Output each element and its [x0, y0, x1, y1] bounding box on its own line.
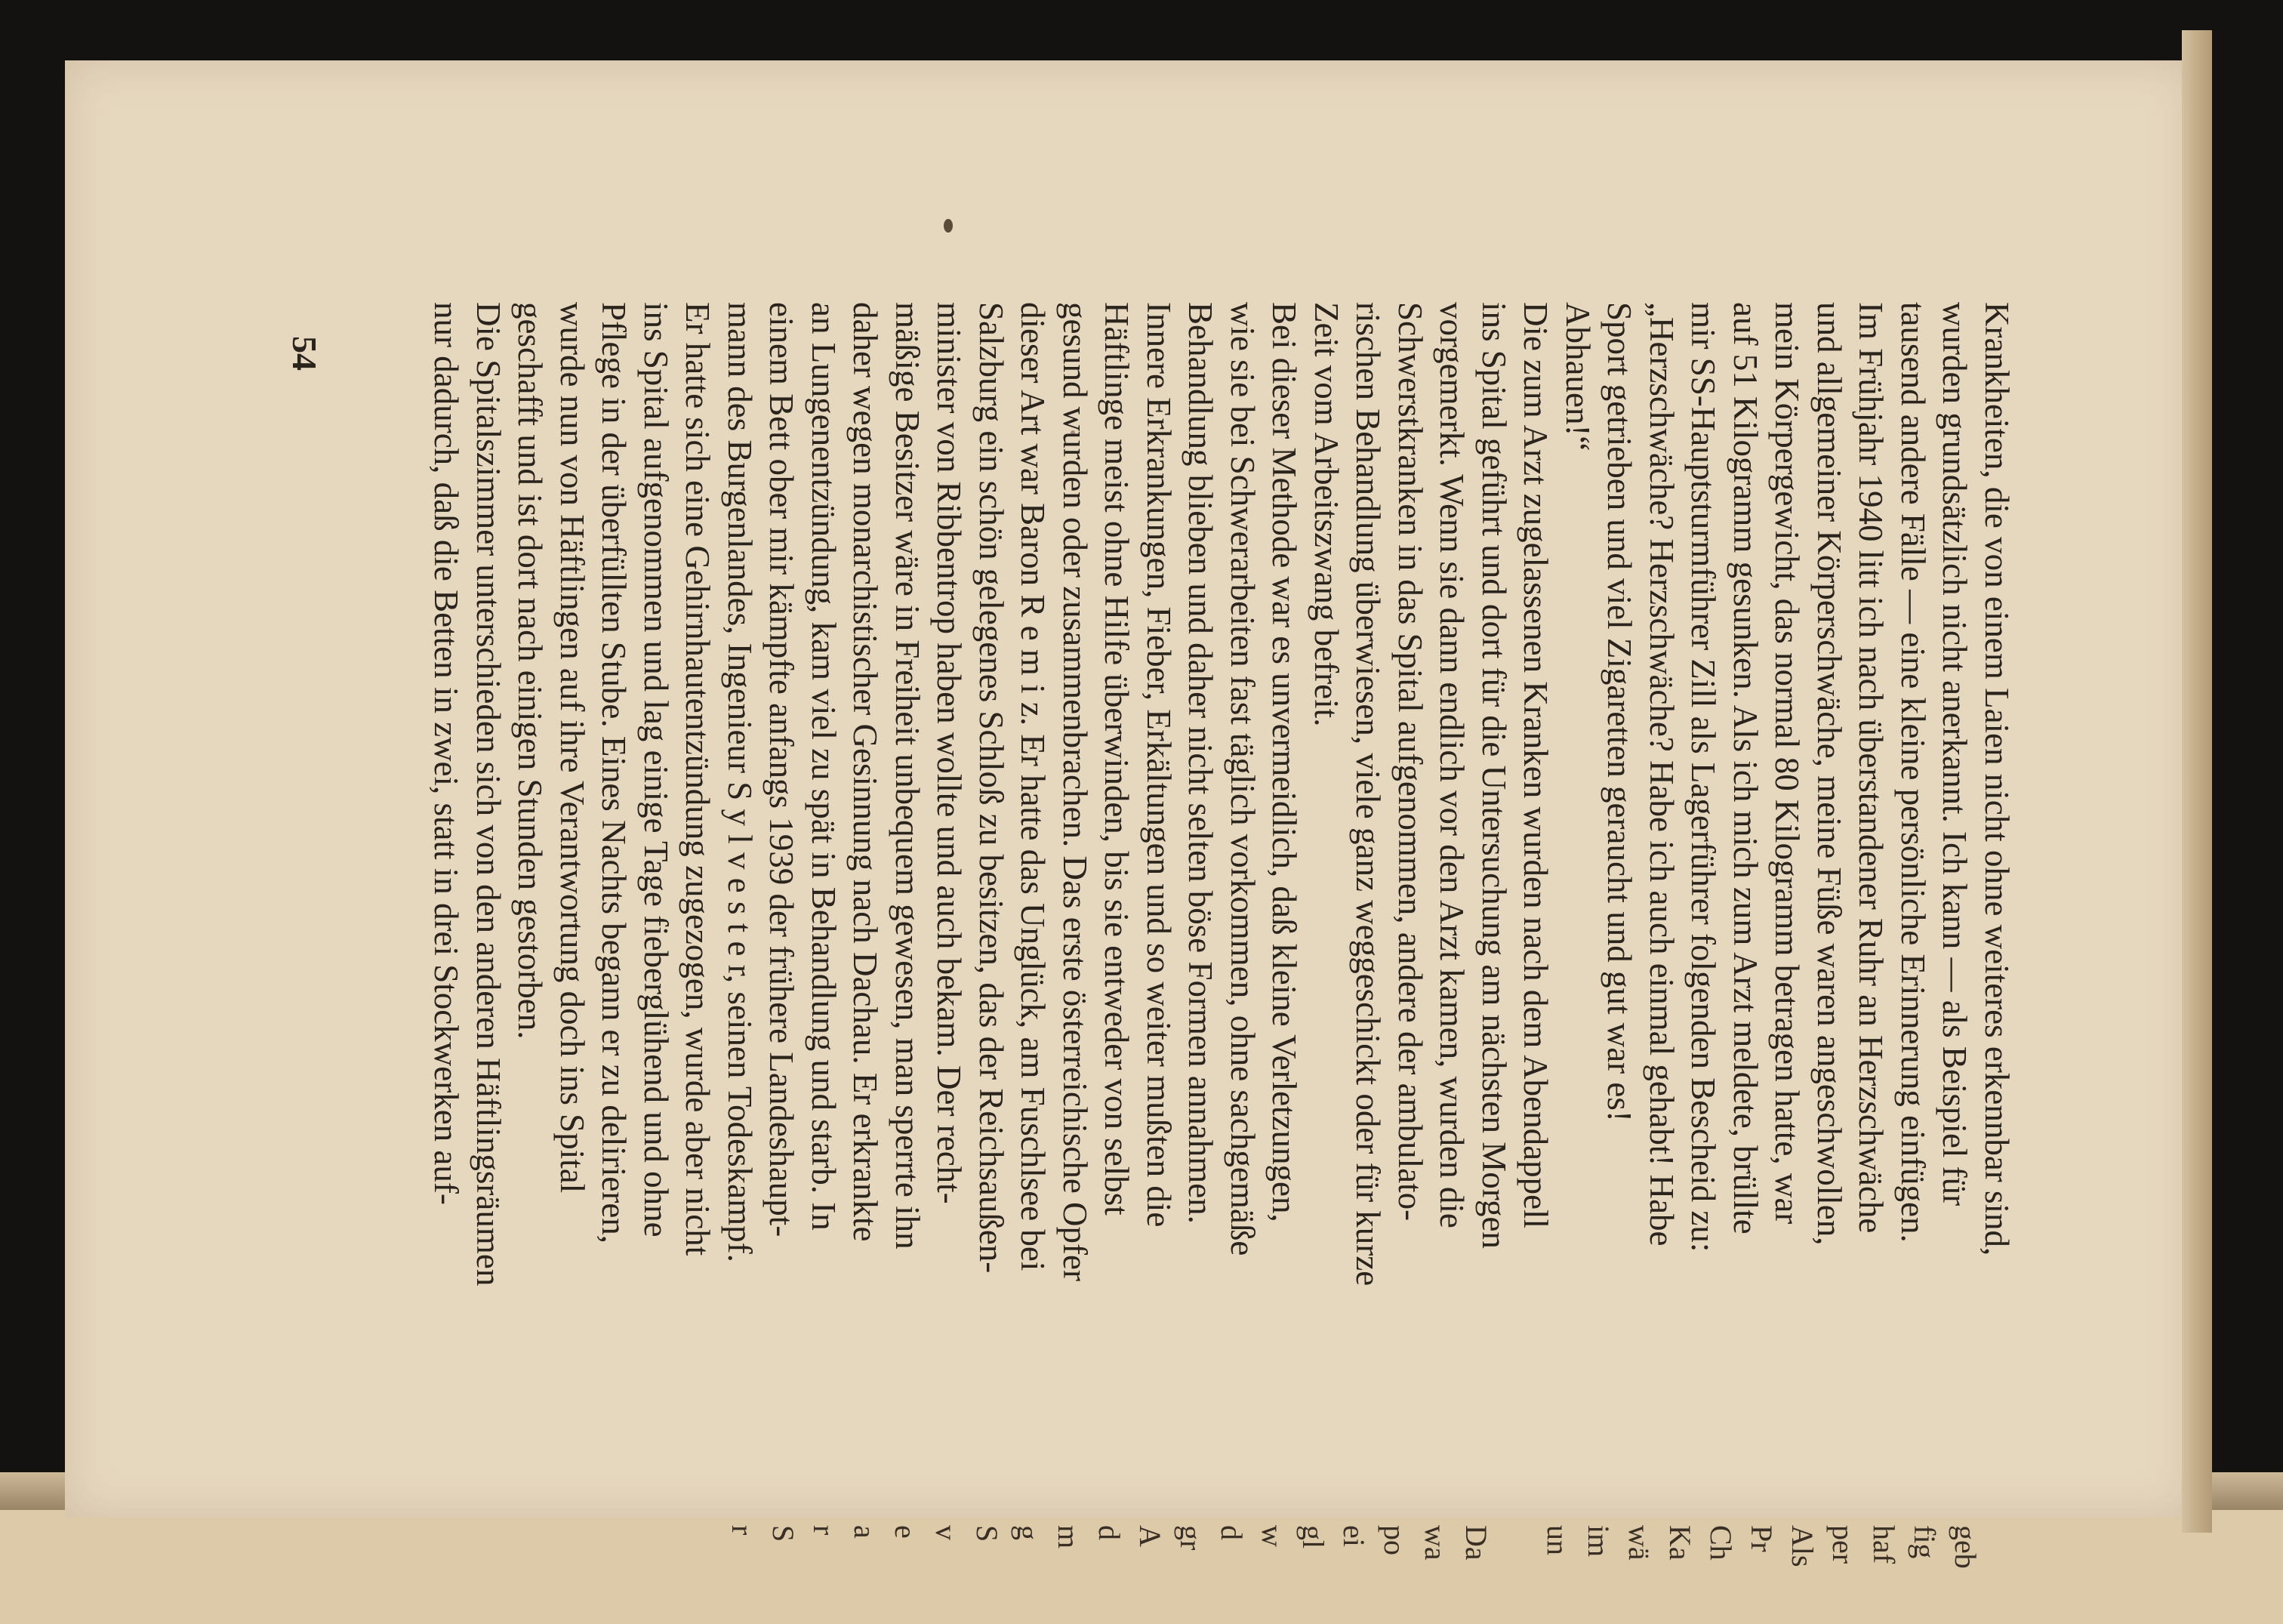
facing-line-fragment: w	[1255, 1525, 1289, 1547]
text-line: Die zum Arzt zugelassenen Kranken wurden nach dem Abendappell	[1517, 302, 1555, 1229]
facing-line-fragment: e	[889, 1525, 923, 1539]
facing-line-fragment: geb	[1949, 1525, 1983, 1569]
text-line: Pflege in der überfüllten Stube. Eines Nachts begann er zu delirieren,	[595, 302, 633, 1244]
facing-line-fragment: im	[1582, 1525, 1616, 1558]
facing-line-fragment: un	[1541, 1525, 1575, 1555]
text-line: wurde nun von Häftlingen auf ihre Verantwortung doch ins Spital	[553, 302, 591, 1194]
facing-line-fragment: r	[726, 1525, 759, 1536]
text-line: tausend andere Fälle — eine kleine persönliche Erinnerung einfügen.	[1894, 302, 1932, 1243]
text-line: und allgemeiner Körperschwäche, meine Füße waren angeschwollen,	[1810, 302, 1848, 1246]
facing-line-fragment: per	[1826, 1525, 1860, 1564]
facing-line-fragment: ei	[1337, 1525, 1371, 1547]
text-line: gesund wurden oder zusammenbrachen. Das erste österreichische Opfer	[1056, 302, 1094, 1281]
text-line: Salzburg ein schön gelegenes Schloß zu besitzen, das der Reichsaußen-	[972, 302, 1010, 1274]
facing-line-fragment: Pr	[1745, 1525, 1779, 1552]
facing-line-fragment: A	[1133, 1525, 1167, 1547]
text-line: Krankheiten, die von einem Laien nicht ohne weiteres erkennbar sind,	[1978, 302, 2016, 1256]
text-line: mir SS-Hauptsturmführer Zill als Lagerführer folgenden Bescheid zu:	[1684, 302, 1723, 1253]
paper-speck	[944, 219, 953, 233]
text-line: wurden grundsätzlich nicht anerkannt. Ich kann — als Beispiel für	[1936, 302, 1974, 1206]
facing-line-fragment: a	[848, 1525, 882, 1539]
facing-line-fragment: wä	[1622, 1525, 1656, 1561]
text-line: Sport getrieben und viel Zigaretten geraucht und gut war es!	[1601, 302, 1639, 1122]
facing-line-fragment: Da	[1459, 1525, 1493, 1561]
text-line: ins Spital geführt und dort für die Untersuchung am nächsten Morgen	[1475, 302, 1513, 1249]
facing-line-fragment: g	[1011, 1525, 1045, 1540]
text-line: Häftlinge meist ohne Hilfe überwinden, bis sie entweder von selbst	[1098, 302, 1136, 1216]
facing-line-fragment: Ch	[1704, 1525, 1738, 1561]
facing-line-fragment: wa	[1419, 1525, 1453, 1561]
facing-line-fragment: po	[1378, 1525, 1412, 1555]
text-line: Schwerstkranken in das Spital aufgenommen, andere der ambulato-	[1391, 302, 1429, 1222]
text-line: ins Spital aufgenommen und lag einige Tage fieberglühend und ohne	[637, 302, 675, 1237]
facing-line-fragment: Ka	[1663, 1525, 1697, 1561]
text-line: nur dadurch, daß die Betten in zwei, statt in drei Stockwerken auf-	[427, 302, 466, 1205]
text-line: dieser Art war Baron R e m i z. Er hatte das Unglück, am Fuschlsee bei	[1014, 302, 1052, 1271]
text-line: Er hatte sich eine Gehirnhautentzündung zugezogen, wurde aber nicht	[679, 302, 717, 1256]
text-line: Innere Erkrankungen, Fieber, Erkältungen und so weiter mußten die	[1140, 302, 1178, 1228]
text-line: vorgemerkt. Wenn sie dann endlich vor den Arzt kamen, wurden die	[1433, 302, 1471, 1228]
facing-line-fragment: haf	[1867, 1525, 1901, 1564]
text-line: Im Frühjahr 1940 litt ich nach überstandener Ruhr an Herzschwäche	[1852, 302, 1890, 1234]
page-number: 54	[285, 336, 324, 371]
text-line: minister von Ribbentrop haben wollte und auch bekam. Der recht-	[930, 302, 969, 1204]
text-line: Bei dieser Methode war es unvermeidlich, daß kleine Verletzungen,	[1265, 302, 1304, 1222]
text-line: auf 51 Kilogramm gesunken. Als ich mich zum Arzt meldete, brüllte	[1727, 302, 1764, 1234]
facing-line-fragment: S	[970, 1525, 1004, 1542]
facing-line-fragment: Als	[1785, 1525, 1819, 1567]
facing-line-fragment	[1496, 1525, 1537, 1624]
facing-line-fragment: m	[1052, 1525, 1086, 1549]
text-line: einem Bett ober mir kämpfte anfangs 1939 der frühere Landeshaupt-	[763, 302, 801, 1237]
text-line: mein Körpergewicht, das normal 80 Kilogramm betragen hatte, war	[1768, 302, 1807, 1225]
facing-line-fragment: d	[1092, 1525, 1126, 1540]
facing-line-fragment: v	[929, 1525, 963, 1540]
facing-line-fragment: d	[1215, 1525, 1249, 1540]
text-line: Die Spitalszimmer unterschieden sich von den anderen Häftlingsräumen	[470, 302, 507, 1287]
facing-line-fragment: fig	[1908, 1525, 1942, 1559]
text-line: geschafft und ist dort nach einigen Stunden gestorben.	[511, 302, 550, 1040]
text-line: rischen Behandlung überwiesen, viele ganz weggeschickt oder für kurze	[1349, 302, 1388, 1287]
text-line: an Lungenentzündung, kam viel zu spät in Behandlung und starb. In	[805, 302, 843, 1231]
text-line: Zeit vom Arbeitszwang befreit.	[1308, 302, 1345, 727]
text-line: mäßige Besitzer wäre in Freiheit unbequem gewesen, man sperrte ihn	[889, 302, 926, 1250]
facing-line-fragment: S	[766, 1525, 800, 1542]
text-line: Behandlung blieben und daher nicht selten böse Formen annahmen.	[1182, 302, 1220, 1224]
text-line: „Herzschwäche? Herzschwäche? Habe ich auch einmal gehabt! Habe	[1643, 302, 1681, 1247]
facing-page-text	[726, 1525, 1986, 1624]
facing-line-fragment: r	[807, 1525, 841, 1536]
facing-line-fragment: gr	[1174, 1525, 1208, 1551]
body-text	[425, 302, 2017, 1480]
facing-line-fragment: gl	[1296, 1525, 1330, 1549]
text-line: daher wegen monarchistischer Gesinnung nach Dachau. Er erkrankte	[846, 302, 885, 1242]
page-edge	[2182, 30, 2212, 1533]
text-line: wie sie bei Schwerarbeiten fast täglich vorkommen, ohne sachgemäße	[1224, 302, 1262, 1256]
text-line: Abhauen!“	[1559, 302, 1597, 451]
text-line: mann des Burgenlandes, Ingenieur S y l v e s t e r, seinen Todeskampf.	[721, 302, 759, 1262]
